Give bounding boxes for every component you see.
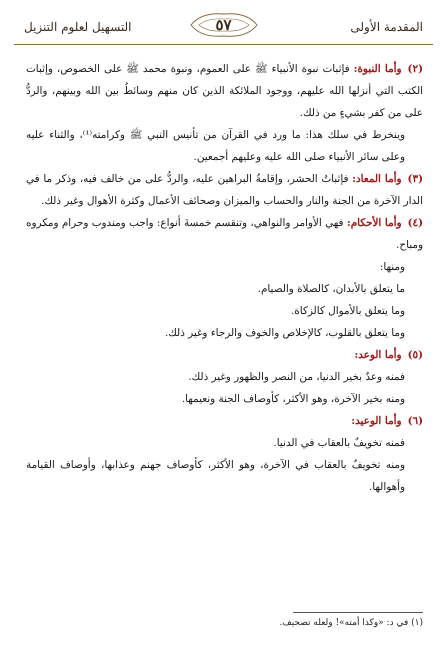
section-number: (٣) [407,173,423,185]
page-number-badge [189,10,259,40]
page-number: ٥٧ [215,16,232,34]
section-keyword: وأما الوعيد: [351,415,402,427]
section-text: فإثباتُ الحشر، وإقامةُ البراهين عليه، والردُّ على من خالف فيه، وذكر ما في الدار الآخرة من الجنة والنار والحساب والميزان وصحائف الأعمال وكثرة الأهوال وغير ذلك. [26,173,423,207]
section-keyword: وأما النبوة: [353,63,402,75]
header-chapter-title: المقدمة الأولى [350,20,423,34]
section-keyword: وأما المعاد: [352,173,402,185]
page-header [14,8,433,46]
rulings-line-1: ومنها: [379,261,405,273]
rulings-line-3: وما يتعلق بالأموال كالزكاة. [290,305,405,317]
section-prophethood [26,58,423,124]
section-number: (٥) [407,349,423,361]
promise-line-2: ومنه بخير الآخرة، وهو الأكثر، كأوصاف الجنة ونعيمها. [181,393,405,405]
page-body [26,58,423,498]
rulings-line-2: ما يتعلق بالأبدان، كالصلاة والصيام. [257,283,405,295]
rulings-line-4: وما يتعلق بالقلوب، كالإخلاص والخوف والرجاء وغير ذلك. [164,327,405,339]
header-book-title: التسهيل لعلوم التنزيل [24,20,132,34]
section-text: فهي الأوامر والنواهي، وتنقسم خمسةَ أنواع: واجب ومندوب وحرام ومكروه ومباح. [26,217,423,251]
section-promise [26,344,423,366]
threat-line-2: ومنه تخويفٌ بالعقاب في الآخرة، وهو الأكثر، كأوصاف جهنم وعذابها، وأوصاف القيامة وأهوالها. [26,459,405,493]
footnote-rule [293,612,423,613]
threat-line-1: فمنه تخويفٌ بالعقاب في الدنيا. [273,437,405,449]
section-number: (٢) [407,63,423,75]
section-resurrection [26,168,423,212]
section-number: (٤) [407,217,424,229]
promise-line-1: فمنه وعدٌ بخير الدنيا، من النصر والظهور وغير ذلك. [188,371,405,383]
section-number: (٦) [407,415,423,427]
footnote: (١) في د: «وكذا أمته»! ولعله تصحيف. [279,618,423,628]
section-text: فإثبات نبوة الأنبياء ﷺ على العموم، ونبوة محمد ﷺ على الخصوص، وإثبات الكتب التي أنزلها الله عليهم، ووجود الملائكة الذين كان منهم وسائطُ بين الله وبينهم، والردُّ على من كفر بشيءٍ من ذلك. [26,63,423,119]
section-keyword: وأما الأحكام: [346,217,402,229]
section-rulings [26,212,423,256]
header-rule [14,44,433,45]
section-threat [26,410,423,432]
section-prophethood-sub: وينخرط في سلك هذا: ما ورد في القرآن من تأنيس النبي ﷺ وكرامته⁽¹⁾، والثناء عليه وعلى سائر الأنبياء صلى الله عليه وعليهم أجمعين. [26,129,405,163]
section-keyword: وأما الوعد: [354,349,402,361]
